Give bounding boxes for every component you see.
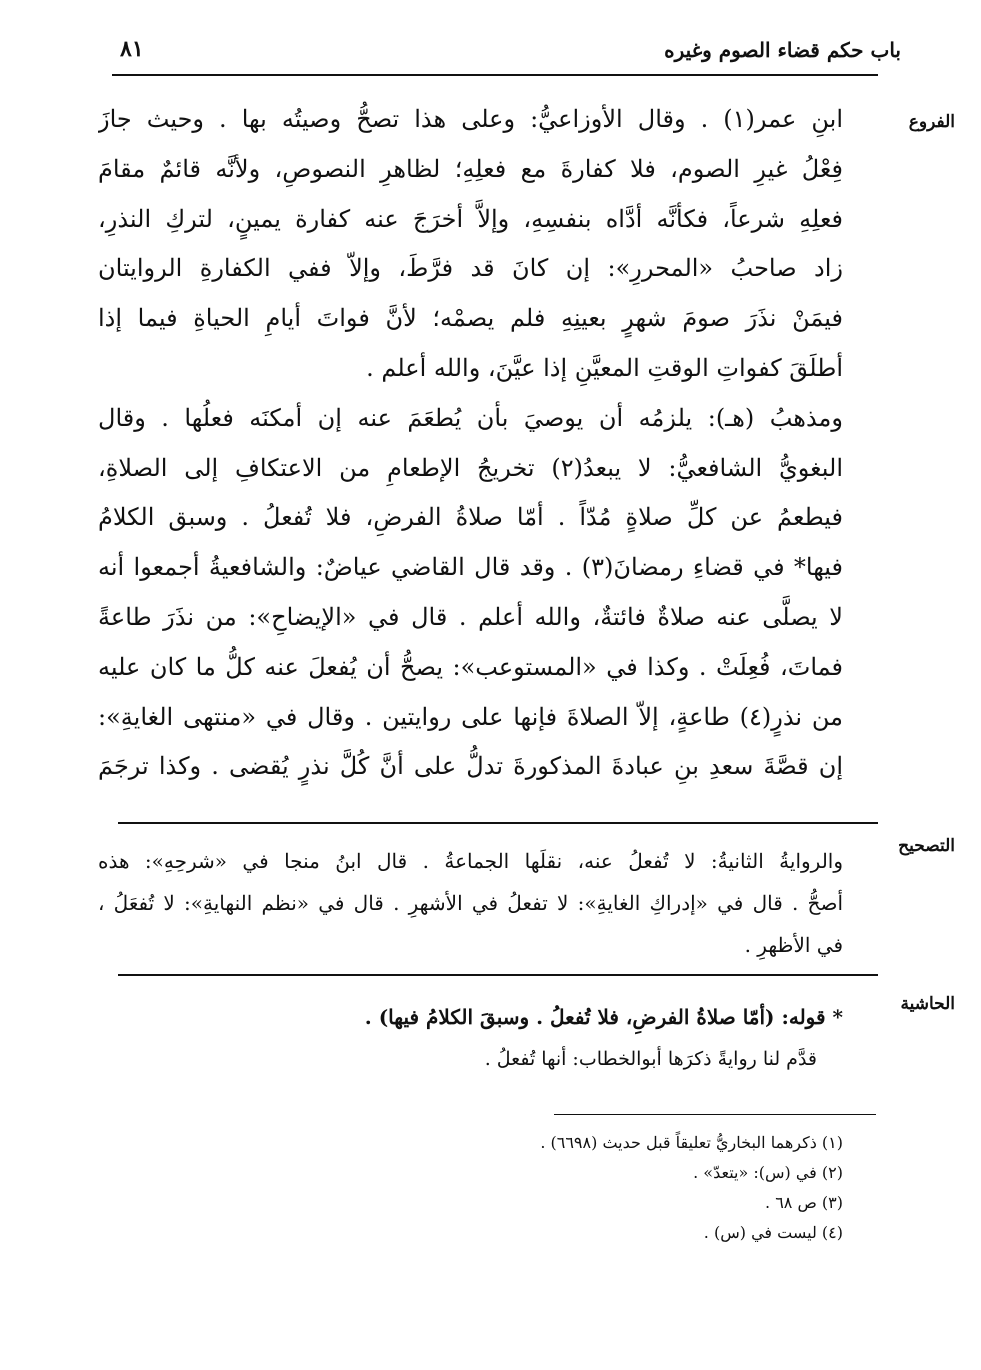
header-rule: [112, 74, 878, 76]
page-number: ٨١: [120, 36, 144, 62]
main-line: البغويُّ الشافعيُّ: لا يبعدُ(٢) تخريجُ الإطعامِ من الاعتكافِ إلى الصلاةِ،: [98, 453, 843, 482]
running-header-title: باب حكم قضاء الصوم وغيره: [664, 38, 901, 62]
main-line: فِعْلُ غيرِ الصوم، فلا كفارةَ مع فعلِهِ؛ لظاهرِ النصوصِ، ولأنَّه قائمٌ مقامَ: [98, 154, 843, 183]
main-line: فيمَنْ نذَرَ صومَ شهرٍ بعينِهِ فلم يصمْه؛ لأنَّ فواتَ أيامِ الحياةِ فيما إذا: [98, 304, 843, 333]
footnote: (٢) في (س): «يتعدّ» .: [693, 1163, 843, 1182]
hashiya-line: * قوله: (أمّا صلاةُ الفرضِ، فلا تُفعلُ . وسبقَ الكلامُ فيها) .: [364, 1005, 843, 1029]
main-text-block: [98, 95, 843, 792]
tashih-line: أصحُّ . قال في «إدراكِ الغايةِ»: لا تفعلُ في الأشهرِ . قال في «نظم النهايةِ»: لا تُفعَلُ ،: [98, 891, 843, 915]
hashiya-line: قدَّم لنا روايةً ذكرَها أبوالخطاب: أنها تُفعلُ .: [484, 1048, 817, 1070]
main-line: زاد صاحبُ «المحررِ»: إن كانَ قد فرَّطَ، وإلاّ ففي الكفارةِ الروايتان: [98, 254, 843, 283]
main-line: ابنِ عمر(١) . وقال الأوزاعيُّ: وعلى هذا تصحُّ وصيتُه بها . وحيث جازَ: [98, 105, 843, 133]
tashih-line: والروايةُ الثانيةُ: لا تُفعلُ عنه، نقلَها الجماعةُ . قال ابنُ منجا في «شرحِهِ»: هذه: [98, 849, 843, 873]
tashih-line: في الأظهرِ .: [744, 933, 843, 957]
section-rule: [118, 822, 878, 824]
footnote: (٤) ليست في (س) .: [703, 1223, 843, 1242]
main-line: فماتَ، فُعِلَتْ . وكذا في «المستوعب»: يصحُّ أن يُفعلَ عنه كلُّ ما كان عليه: [98, 652, 843, 681]
furu-label: الفروع: [908, 112, 955, 132]
footnote: (٣) ص ٦٨ .: [765, 1193, 843, 1212]
main-line: إن قصَّةَ سعدِ بنِ عبادةَ المذكورةَ تدلُّ على أنَّ كُلَّ نذرٍ يُقضى . وكذا ترجَمَ: [98, 752, 843, 781]
main-line: فعلِهِ شرعاً، فكأنَّه أدَّاه بنفسِهِ، وإلاَّ أخرَجَ عنه كفارة يمينٍ، لتركِ النذرِ،: [98, 204, 843, 233]
footnote: (١) ذكرهما البخاريُّ تعليقاً قبل حديث (٦٦٩٨) .: [540, 1133, 843, 1152]
footnotes-block: [98, 1128, 843, 1248]
main-line: أطلَقَ كفواتِ الوقتِ المعيَّنِ إذا عيَّنَ، والله أعلم .: [366, 353, 843, 382]
main-line: لا يصلَّى عنه صلاةٌ فائتةٌ، والله أعلم . قال في «الإيضاحِ»: من نذَرَ طاعةً: [98, 602, 843, 631]
main-line: فيطعمُ عن كلِّ صلاةٍ مُدّاً . أمّا صلاةُ الفرضِ، فلا تُفعلُ . وسبق الكلامُ: [98, 503, 843, 532]
hashiya-text-block: [98, 996, 843, 1080]
tashih-label: التصحيح: [898, 836, 955, 856]
section-rule: [118, 974, 878, 976]
tashih-text-block: [98, 840, 843, 966]
footnote-rule: [554, 1114, 876, 1115]
main-line: من نذرٍ(٤) طاعةٍ، إلاّ الصلاةَ فإنها على روايتين . وقال في «منتهى الغايةِ»:: [98, 702, 843, 731]
main-line: ومذهبُ (هـ): يلزمُه أن يوصيَ بأن يُطعَمَ عنه إن أمكنَه فعلُها . وقال: [98, 403, 843, 432]
hashiya-label: الحاشية: [900, 994, 955, 1014]
main-line: فيها* في قضاءِ رمضانَ(٣) . وقد قال القاضي عياضٌ: والشافعيةُ أجمعوا أنه: [98, 553, 843, 582]
